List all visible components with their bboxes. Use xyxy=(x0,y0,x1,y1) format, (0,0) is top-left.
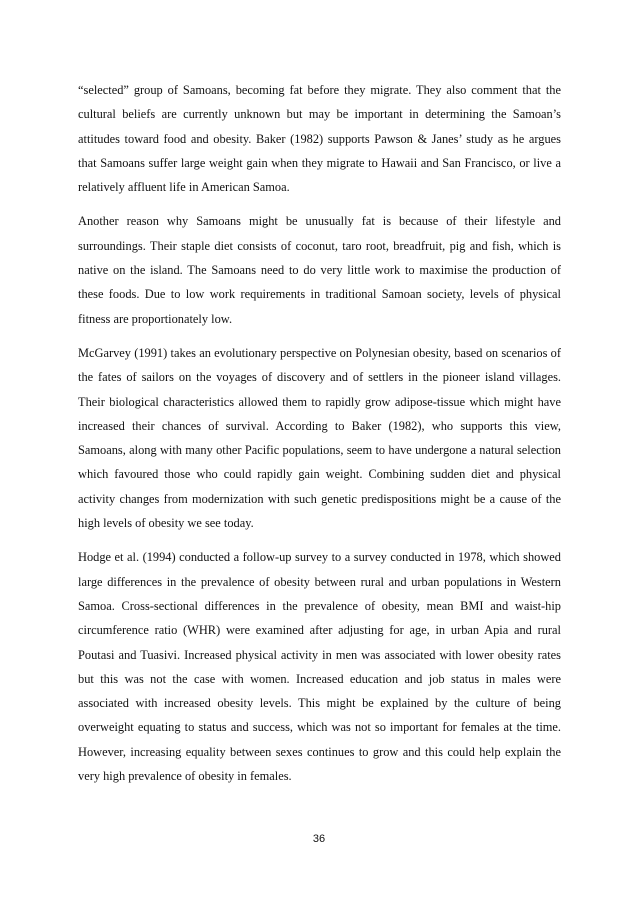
page-number: 36 xyxy=(312,833,326,845)
paragraph-samoan-migration: “selected” group of Samoans, becoming fat before they migrate. They also comment that the cultural beliefs are currently unknown but may be important in determining the Samoan’s attitudes toward food and obesity. Baker (1982) supports Pawson & Janes’ study as he argues that Samoans suffer large weight gain when they migrate to Hawaii and San Francisco, or live a relatively affluent life in American Samoa. xyxy=(78,83,561,195)
body-text xyxy=(78,78,561,798)
paragraph-lifestyle: Another reason why Samoans might be unusually fat is because of their lifestyle and surroundings. Their staple diet consists of coconut, taro root, breadfruit, pig and fish, which is native on the island. The Samoans need to do very little work to maximise the production of these foods. Due to low work requirements in traditional Samoan society, levels of physical fitness are proportionately low. xyxy=(78,214,561,326)
paragraph-evolutionary-perspective: McGarvey (1991) takes an evolutionary perspective on Polynesian obesity, based on scenarios of the fates of sailors on the voyages of discovery and of settlers in the pioneer island villages. Their biological characteristics allowed them to rapidly grow adipose-tissue which might have increased their chances of survival. According to Baker (1982), who supports this view, Samoans, along with many other Pacific populations, seem to have undergone a natural selection which favoured those who could rapidly gain weight. Combining sudden diet and physical activity changes from modernization with such genetic predispositions might be a cause of the high levels of obesity we see today. xyxy=(78,345,561,531)
paragraph-hodge-survey: Hodge et al. (1994) conducted a follow-up survey to a survey conducted in 1978, which showed large differences in the prevalence of obesity between rural and urban populations in Western Samoa. Cross-sectional differences in the prevalence of obesity, mean BMI and waist-hip circumference ratio (WHR) were examined after adjusting for age, in urban Apia and rural Poutasi and Tuasivi. Increased physical activity in men was associated with lower obesity rates but this was not the case with women. Increased education and job status in males were associated with increased obesity levels. This might be explained by the culture of being overweight equating to status and success, which was not so important for females at the time. However, increasing equality between sexes continues to grow and this could help explain the very high prevalence of obesity in females. xyxy=(78,550,561,784)
